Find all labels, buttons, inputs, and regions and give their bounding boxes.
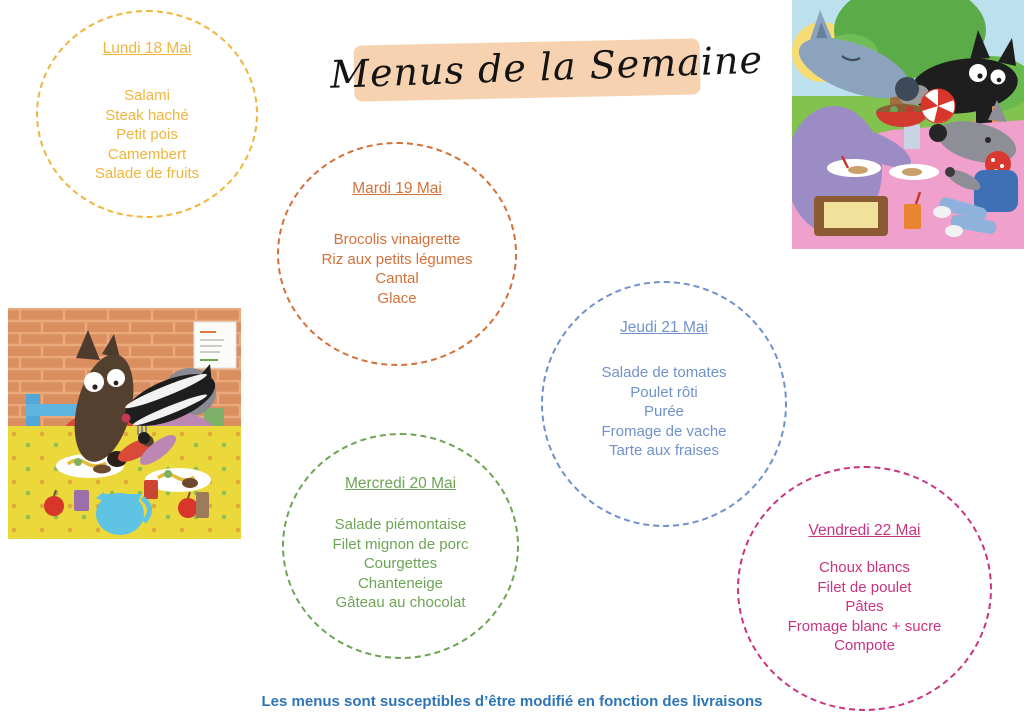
menu-circle-friday — [737, 466, 992, 711]
menu-item: Gâteau au chocolat — [335, 594, 466, 611]
menu-circle-tuesday — [277, 142, 517, 366]
menu-item: Brocolis vinaigrette — [333, 231, 461, 248]
menu-item: Poulet rôti — [630, 383, 698, 401]
menu-item: Steak haché — [105, 106, 189, 124]
menu-item: Fromage de vache — [601, 422, 727, 440]
menu-item: Petit pois — [116, 126, 178, 143]
day-label-thursday: Jeudi 21 Mai — [620, 319, 708, 336]
day-label-wednesday: Mercredi 20 Mai — [344, 475, 457, 492]
menu-item: Choux blancs — [819, 559, 910, 576]
wolf-badger-dinner-svg — [8, 308, 241, 539]
menu-item: Riz aux petits légumes — [321, 250, 473, 268]
wolves-picnic-illustration — [792, 0, 1024, 249]
menu-item: Salade de fruits — [94, 165, 200, 182]
day-label-monday: Lundi 18 Mai — [102, 40, 192, 57]
menu-item: Glace — [377, 289, 417, 307]
menu-item: Camembert — [107, 145, 187, 163]
red-cup — [144, 480, 158, 499]
menu-item: Salami — [124, 87, 170, 104]
wall-note — [194, 322, 236, 368]
wolves-picnic-svg — [792, 0, 1024, 249]
menu-circle-wednesday — [282, 433, 519, 659]
menu-circle-monday — [36, 10, 258, 218]
menu-item: Pâtes — [845, 598, 884, 615]
day-label-friday: Vendredi 22 Mai — [808, 522, 921, 539]
wolf-and-badger-dinner-illustration — [8, 308, 241, 539]
menu-item: Filet mignon de porc — [332, 535, 469, 553]
menu-items-friday — [739, 558, 990, 656]
menu-circle-thursday — [541, 281, 787, 527]
menu-item: Courgettes — [363, 555, 438, 572]
candy-ball — [921, 89, 955, 123]
menu-items-tuesday — [279, 230, 515, 308]
menu-item: Chanteneige — [357, 574, 444, 592]
menu-item: Filet de poulet — [817, 578, 912, 596]
menu-items-thursday — [543, 363, 785, 461]
bread-tray — [814, 196, 888, 236]
menu-item: Tarte aux fraises — [608, 442, 720, 459]
menu-items-monday — [38, 86, 256, 184]
brown-glass — [196, 492, 209, 518]
menu-item: Compote — [834, 637, 895, 654]
menu-items-wednesday — [284, 515, 517, 613]
day-label-tuesday: Mardi 19 Mai — [352, 180, 442, 197]
menu-item: Purée — [643, 403, 685, 420]
page-title — [329, 28, 764, 112]
footer-note: Les menus sont susceptibles d’être modifié en fonction des livraisons — [261, 693, 763, 710]
purple-cup — [74, 490, 89, 511]
menu-item: Salade piémontaise — [334, 516, 467, 533]
menu-item: Salade de tomates — [601, 364, 727, 381]
menu-item: Fromage blanc + sucre — [787, 617, 942, 635]
page-title-text: Menus de la Semaine — [329, 37, 764, 97]
menu-item: Cantal — [375, 270, 419, 287]
